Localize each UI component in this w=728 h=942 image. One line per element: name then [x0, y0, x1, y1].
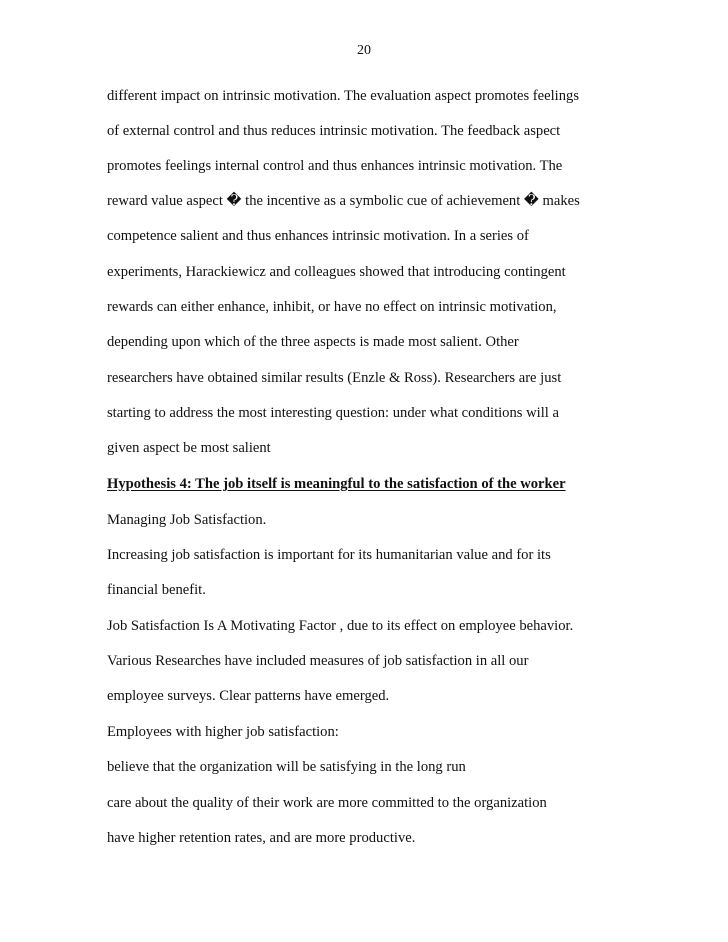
paragraph-line: Various Researches have included measures of job satisfaction in all our: [107, 653, 529, 669]
paragraph-line: of external control and thus reduces intrinsic motivation. The feedback aspect: [107, 123, 561, 139]
paragraph-line: depending upon which of the three aspects is made most salient. Other: [107, 334, 519, 350]
list-line: have higher retention rates, and are more productive.: [107, 830, 416, 846]
paragraph-line: given aspect be most salient: [107, 440, 271, 456]
section-title: Managing Job Satisfaction.: [107, 512, 267, 528]
paragraph-line: starting to address the most interesting question: under what conditions will a: [107, 405, 559, 421]
paragraph-line: competence salient and thus enhances intrinsic motivation. In a series of: [107, 228, 529, 244]
paragraph-line: Increasing job satisfaction is important for its humanitarian value and for its: [107, 547, 551, 563]
paragraph-line: different impact on intrinsic motivation. The evaluation aspect promotes feelings: [107, 88, 580, 104]
paragraph-line: rewards can either enhance, inhibit, or have no effect on intrinsic motivation,: [107, 299, 557, 315]
paragraph-line: employee surveys. Clear patterns have emerged.: [107, 688, 390, 704]
paragraph-line: experiments, Harackiewicz and colleagues showed that introducing contingent: [107, 264, 566, 280]
paragraph-line: promotes feelings internal control and thus enhances intrinsic motivation. The: [107, 158, 563, 174]
paragraph-line: reward value aspect � the incentive as a symbolic cue of achievement � makes: [107, 193, 580, 209]
page-number: 20: [357, 43, 371, 58]
paragraph-line: Employees with higher job satisfaction:: [107, 724, 339, 740]
hypothesis-heading: Hypothesis 4: The job itself is meaningful to the satisfaction of the worker: [107, 476, 566, 492]
paragraph-line: Job Satisfaction Is A Motivating Factor , due to its effect on employee behavior.: [107, 618, 574, 634]
list-line: believe that the organization will be satisfying in the long run: [107, 759, 466, 775]
list-line: care about the quality of their work are more committed to the organization: [107, 795, 547, 811]
paragraph-line: researchers have obtained similar results (Enzle & Ross). Researchers are just: [107, 370, 562, 386]
paragraph-line: financial benefit.: [107, 582, 206, 598]
